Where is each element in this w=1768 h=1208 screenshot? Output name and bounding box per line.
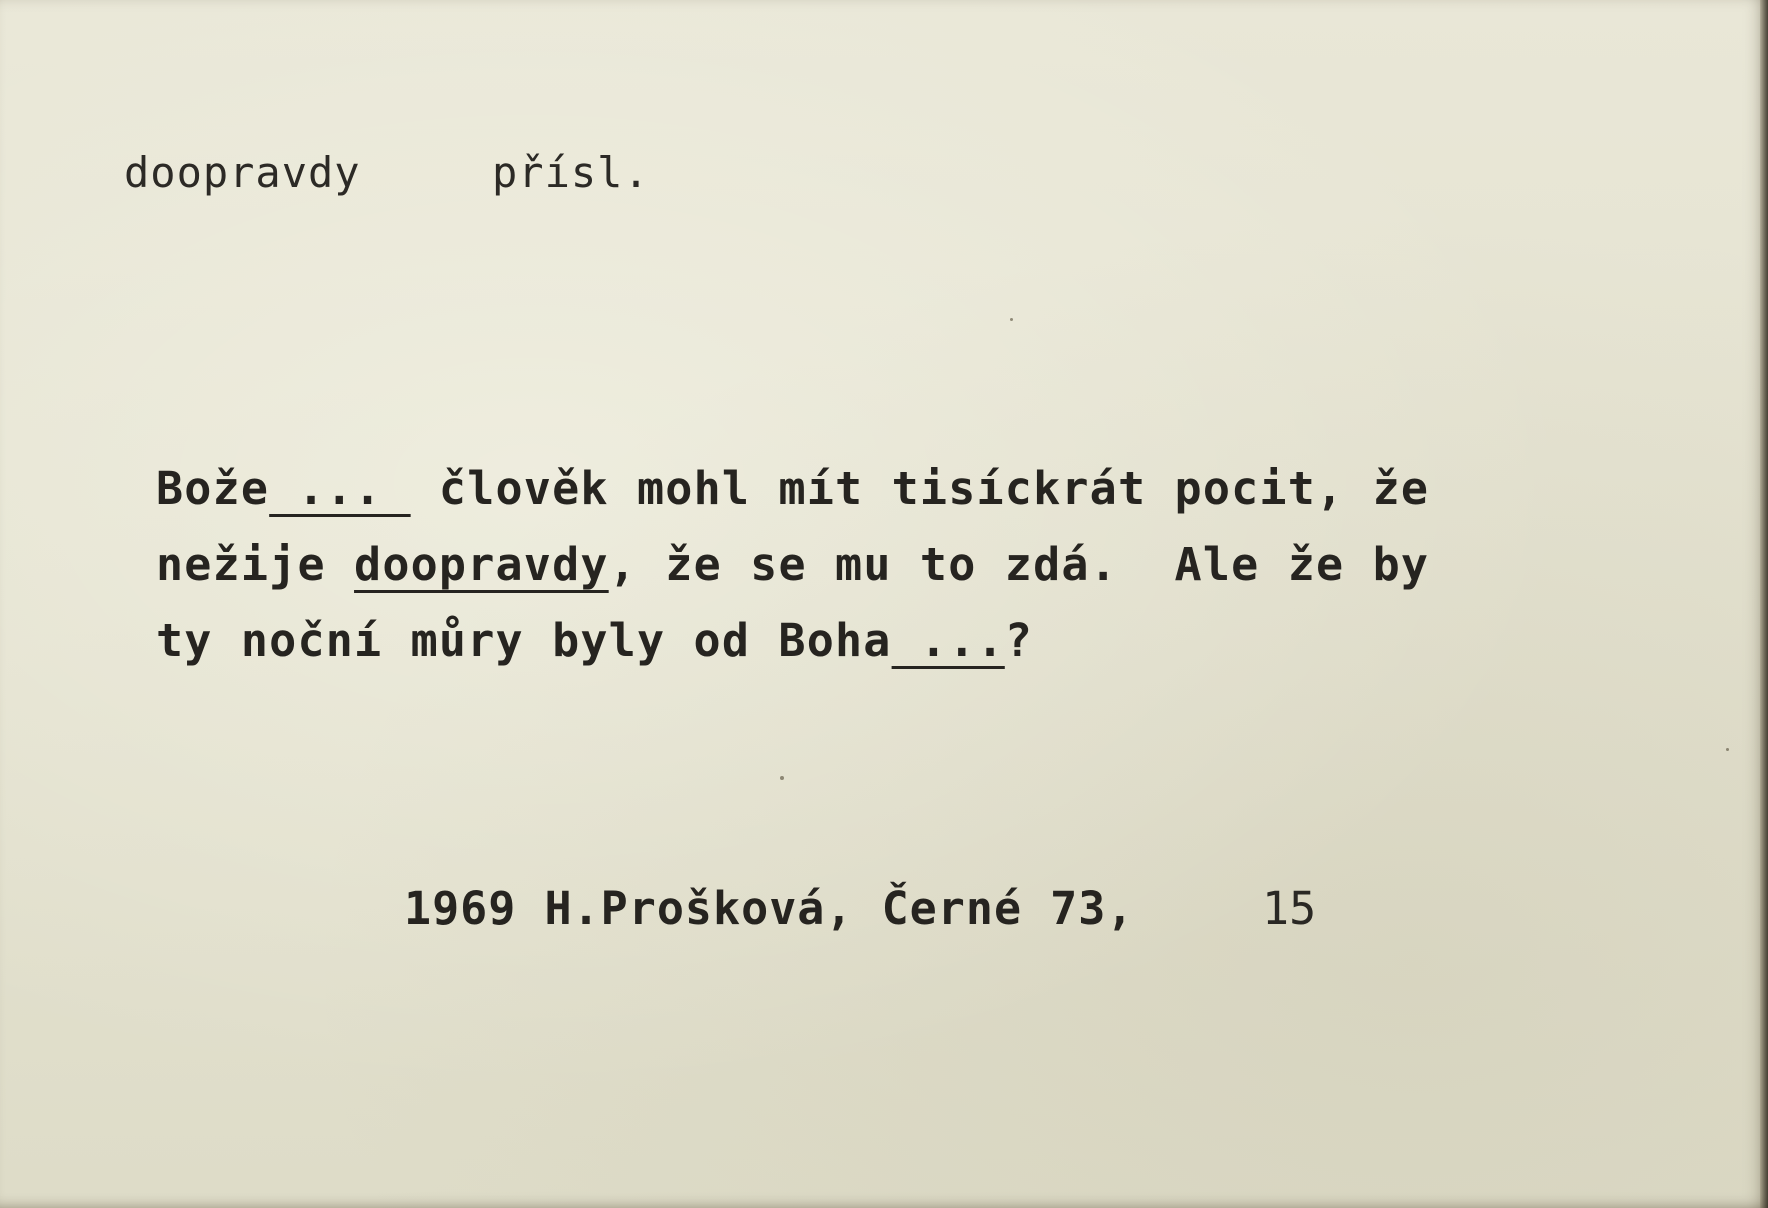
underlined-headword: doopravdy bbox=[354, 538, 609, 591]
quote-line-1 bbox=[156, 462, 1429, 515]
quote-line-2 bbox=[156, 538, 1429, 591]
page-number: 15 bbox=[1262, 882, 1317, 935]
quote-text: nežije bbox=[156, 538, 355, 591]
quote-text: člověk mohl mít tisíckrát pocit, že bbox=[410, 462, 1430, 515]
quote-word: Bože bbox=[156, 462, 270, 515]
headword: doopravdy bbox=[124, 148, 361, 197]
card-edge-shadow bbox=[1760, 0, 1768, 1208]
source-citation: 1969 H.Prošková, Černé 73, bbox=[404, 882, 1135, 935]
quote-text: ty noční můry byly od Boha bbox=[156, 614, 892, 667]
quote-text: , že se mu to zdá. Ale že by bbox=[608, 538, 1430, 591]
paper-speck bbox=[1726, 748, 1729, 751]
quote-text: ? bbox=[1004, 614, 1034, 667]
underlined-ellipsis: ... bbox=[891, 614, 1005, 667]
paper-speck bbox=[780, 776, 784, 780]
paper-speck bbox=[1010, 318, 1013, 321]
quote-line-3 bbox=[156, 614, 1033, 667]
part-of-speech: přísl. bbox=[492, 148, 650, 197]
underlined-ellipsis: ... bbox=[269, 462, 411, 515]
